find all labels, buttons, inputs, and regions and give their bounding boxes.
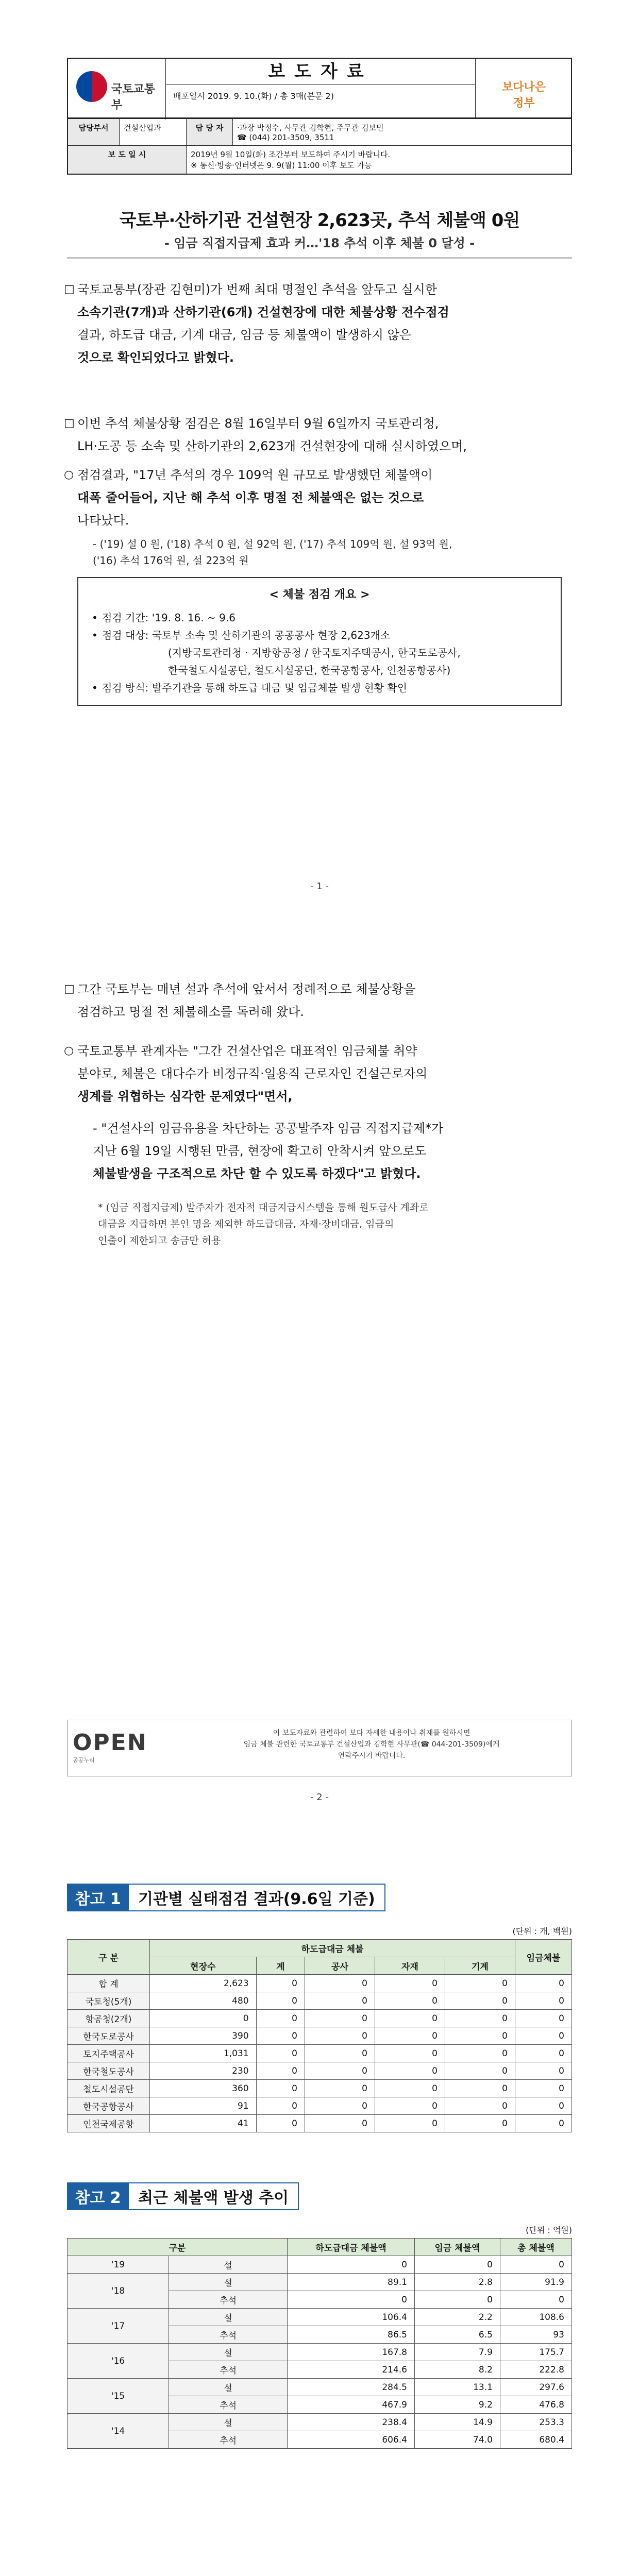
taegeuk-emblem-icon bbox=[76, 71, 107, 102]
table-row: 추석 467.9 9.2 476.8 bbox=[68, 2396, 572, 2414]
reference-2-heading: 참고 2 최근 체불액 발생 추이 bbox=[67, 2182, 299, 2210]
ministry-logo bbox=[68, 59, 166, 120]
table-row: 한국공항공사 91 0 0 0 0 0 bbox=[68, 2097, 572, 2115]
headline: 국토부·산하기관 건설현장 2,623곳, 추석 체불액 0원 bbox=[119, 210, 520, 231]
page-number: - 2 - bbox=[310, 1792, 329, 1803]
open-logo: OPEN 공공누리 bbox=[73, 1730, 171, 1767]
circle-bullet-icon: ○ bbox=[64, 1044, 74, 1057]
table-row: 한국철도공사 230 0 0 0 0 0 bbox=[68, 2062, 572, 2080]
dept-value: 건설산업과 bbox=[120, 119, 187, 145]
table-row: '14 설 238.4 14.9 253.3 bbox=[68, 2414, 572, 2431]
quote-paragraph: - "건설사의 임금유용을 차단하는 공공발주자 임금 직접지급제*가 지난 6월 19일 시행된 만큼, 현장에 확고히 안착시켜 앞으로도 체불발생을 구조적으로 차단 할 수 있도록 하겠다"고 밝혔다. bbox=[93, 1121, 444, 1181]
table-row: 철도시설공단 360 0 0 0 0 0 bbox=[68, 2080, 572, 2097]
history-note: - ('19) 설 0 원, ('18) 추석 0 원, 설 92억 원, ('17) 추석 109억 원, 설 93억 원, ('16) 추석 176억 원, 설 223억 원 bbox=[93, 538, 452, 567]
paragraph-5: ○ 국토교통부 관계자는 "그간 건설산업은 대표적인 임금체불 취약 분야로, 체불은 대다수가 비정규직·일용직 근로자인 건설근로자의 생계를 위협하는 심각한 문제였다"면서, bbox=[77, 1040, 562, 1108]
table-row: 추석 214.6 8.2 222.8 bbox=[68, 2361, 572, 2379]
person-value: ·과장 박정수, 사무관 김학현, 주무관 김보민 ☎ (044) 201-3509, 3511 bbox=[237, 123, 384, 142]
table-2-unit: (단위 : 억원) bbox=[526, 2225, 572, 2235]
square-bullet-icon: □ bbox=[64, 417, 75, 430]
table-row: 항공청(2개) 0 0 0 0 0 0 bbox=[68, 2010, 572, 2027]
table-row: 한국도로공사 390 0 0 0 0 0 bbox=[68, 2027, 572, 2045]
box-target: • 점검 대상: 국토부 소속 및 산하기관의 공공공사 현장 2,623개소 bbox=[91, 626, 548, 644]
table-row: '16 설 167.8 7.9 175.7 bbox=[68, 2344, 572, 2361]
contact-table bbox=[67, 118, 572, 175]
page-1 bbox=[0, 0, 639, 911]
paragraph-4: □ 그간 국토부는 매년 설과 추석에 앞서서 정례적으로 체불상황을 점검하고 명절 전 체불해소를 독려해 왔다. bbox=[77, 978, 562, 1023]
table-row: '19 설 0 0 0 bbox=[68, 2256, 572, 2274]
reference-1-heading: 참고 1 기관별 실태점검 결과(9.6일 기준) bbox=[67, 1884, 385, 1911]
divider bbox=[67, 258, 572, 259]
table-row: '15 설 284.5 13.1 297.6 bbox=[68, 2379, 572, 2396]
footnote: * (임금 직접지급제) 발주자가 전자적 대금지급시스템을 통해 원도급사 계좌로 대금을 지급하면 본인 명을 제외한 하도급대금, 자재·장비대금, 임금의 인출이 제한되고 송금만 허용 bbox=[98, 1202, 429, 1246]
table-row: 국토청(5개) 480 0 0 0 0 0 bbox=[68, 1992, 572, 2010]
subheadline: - 임금 직접지급제 효과 커…'18 추석 이후 체불 0 달성 - bbox=[164, 236, 475, 250]
square-bullet-icon: □ bbox=[64, 982, 75, 995]
paragraph-1: □ 국토교통부(장관 김현미)가 번째 최대 명절인 추석을 앞두고 실시한 소속기관(7개)과 산하기관(6개) 건설현장에 대한 체불상황 전수점검 결과, 하도급 대금, 기계 대금, 임금 등 체불액이 발생하지 않은 것으로 확인되었다고 밝혔다. bbox=[77, 278, 562, 369]
document-title: 보도자료 bbox=[166, 59, 475, 84]
table-row: 인천국제공항 41 0 0 0 0 0 bbox=[68, 2115, 572, 2132]
inspection-overview-box: < 체불 점검 개요 > • 점검 기간: '19. 8. 16. ~ 9.6 • 점검 대상: 국토부 소속 및 산하기관의 공공공사 현장 2,623개소 (지방국토관리청 · 지방항공청 / 한국토지주택공사, 한국도로공사, 한국철도시설공단, 철도시설공단, 한국공항공사, 인천공항공사) • 점검 방식: 발주기관을 통해 하도급 대금 및 임금체불 발생 현황 확인 bbox=[77, 577, 562, 706]
embargo-label: 보 도 일 시 bbox=[68, 146, 187, 174]
agency-inspection-table: 구 분 하도급대금 체불 임금체불 현장수 계 공사 자재 기계 합 계 2,623 0 0 0 0 0 국토청(5개) 480 0 0 0 0 0 항공청(2개) 0 0 0 0 0 0 한국도로공사 390 0 0 0 0 0 토지주택공사 1,031 0 0 0 0 0 한국철도공사 230 0 0 0 0 0 철도시설공단 360 0 0 0 0 0 한국공항공사 91 0 0 0 0 0 인천국제공항 41 0 0 0 0 0 bbox=[67, 1939, 572, 2132]
open-license-text: 이 보도자료와 관련하여 보다 자세한 내용이나 취재를 원하시면 임금 체불 관련한 국토교통부 건설산업과 김학현 사무관(☎ 044-201-3509)에게 연락주시기 바랍니다. bbox=[243, 1729, 500, 1760]
table-row: 합 계 2,623 0 0 0 0 0 bbox=[68, 1975, 572, 1992]
press-release-header bbox=[67, 58, 572, 118]
person-label: 담 당 자 bbox=[187, 119, 233, 145]
page-2 bbox=[0, 911, 639, 1822]
table-row: '18 설 89.1 2.8 91.9 bbox=[68, 2274, 572, 2291]
table-row: '17 설 106.4 2.2 108.6 bbox=[68, 2309, 572, 2326]
table-row: 추석 606.4 74.0 680.4 bbox=[68, 2431, 572, 2449]
paragraph-2: □ 이번 추석 체불상황 점검은 8월 16일부터 9월 6일까지 국토관리청, LH·도공 등 소속 및 산하기관의 2,623개 건설현장에 대해 실시하였으며, bbox=[77, 412, 562, 457]
box-title: < 체불 점검 개요 > bbox=[269, 588, 370, 601]
circle-bullet-icon: ○ bbox=[64, 468, 74, 481]
table-1-unit: (단위 : 개, 백원) bbox=[512, 1926, 572, 1936]
dept-label: 담당부서 bbox=[68, 119, 120, 145]
open-license-box bbox=[67, 1720, 572, 1776]
ministry-name: 국토교통부 bbox=[111, 83, 156, 112]
paragraph-3: ○ 점검결과, "17년 추석의 경우 109억 원 규모로 발생했던 체불액이 대폭 줄어들어, 지난 해 추석 이후 명절 전 체불액은 없는 것으로 나타났다. bbox=[77, 464, 562, 532]
distribution-info: 배포일시 2019. 9. 10.(화) / 총 3매(본문 2) bbox=[173, 91, 334, 101]
table-row: 토지주택공사 1,031 0 0 0 0 0 bbox=[68, 2045, 572, 2062]
page-3 bbox=[0, 1822, 639, 2576]
table-row: 추석 86.5 6.5 93 bbox=[68, 2326, 572, 2344]
box-period: • 점검 기간: '19. 8. 16. ~ 9.6 bbox=[91, 609, 548, 626]
table-row: 추석 0 0 0 bbox=[68, 2291, 572, 2309]
page-number: - 1 - bbox=[310, 881, 329, 892]
embargo-value: 2019년 9월 10일(화) 조간부터 보도하여 주시기 바랍니다. ※ 통신·방송·인터넷은 9. 9(월) 11:00 이후 보도 가능 bbox=[191, 150, 391, 170]
box-method: • 점검 방식: 발주기관을 통해 하도급 대금 및 임금체불 발생 현황 확인 bbox=[91, 679, 548, 697]
arrears-trend-table: 구분 하도급대금 체불액 임금 체불액 총 체불액 '19 설 0 0 0 '18 설 89.1 2.8 91.9 추석 0 0 0 '17 설 106.4 2.2 108.6 추석 86.5 6.5 93 '16 설 167.8 7.9 175.7 추석 214.6 8.2 222.8 '15 설 284.5 13.1 297.6 추석 467.9 9.2 476.8 '14 설 238.4 14.9 253.3 추석 606.4 74.0 680.4 bbox=[67, 2238, 572, 2449]
square-bullet-icon: □ bbox=[64, 283, 75, 296]
government-slogan: 보다나은 정부 bbox=[475, 59, 572, 118]
